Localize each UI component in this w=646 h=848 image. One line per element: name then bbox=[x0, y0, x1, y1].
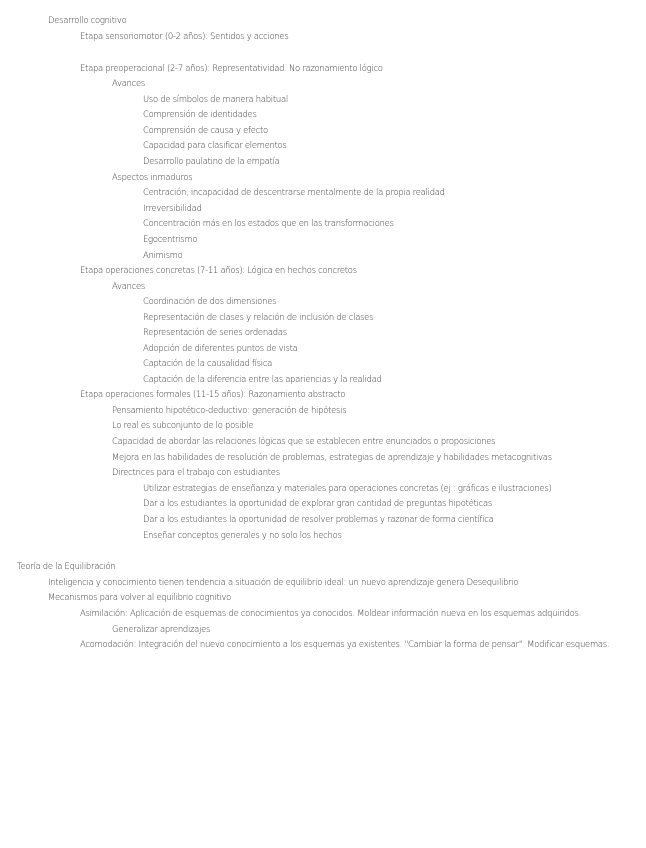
concretas-avances-label: Avances bbox=[112, 281, 146, 291]
heading-desarrollo-cognitivo: Desarrollo cognitivo bbox=[48, 15, 127, 25]
list-item: Desarrollo paulatino de la empatía bbox=[143, 156, 280, 166]
list-item: Pensamiento hipotético-deductivo: generación de hipótesis bbox=[112, 405, 347, 415]
list-item: Centración, incapacidad de descentrarse mentalmente de la propia realidad bbox=[143, 187, 445, 197]
list-item: Representación de clases y relación de inclusión de clases bbox=[143, 312, 374, 322]
list-item: Utilizar estrategias de enseñanza y materiales para operaciones concretas (ej.: gráficas e ilustraciones) bbox=[143, 483, 552, 493]
list-item: Coordinación de dos dimensiones bbox=[143, 296, 277, 306]
list-item: Comprensión de causa y efecto bbox=[143, 125, 268, 135]
list-item: Uso de símbolos de manera habitual bbox=[143, 94, 288, 104]
preop-inmaduros-label: Aspectos inmaduros bbox=[112, 172, 193, 182]
list-item: Irreversibilidad bbox=[143, 203, 202, 213]
list-item: Enseñar conceptos generales y no solo los hechos bbox=[143, 530, 342, 540]
list-item: Dar a los estudiantes la oportunidad de resolver problemas y razonar de forma científica bbox=[143, 514, 494, 524]
heading-equilibracion: Teoría de la Equilibración bbox=[17, 561, 116, 571]
list-item: Captación de la causalidad física bbox=[143, 358, 273, 368]
stage-formales: Etapa operaciones formales (11-15 años): Razonamiento abstracto bbox=[80, 389, 346, 399]
mecanismos-label: Mecanismos para volver al equilibrio cognitivo bbox=[48, 592, 232, 602]
list-item: Mejora en las habilidades de resolución de problemas, estrategias de aprendizaje y habilidades metacognitivas bbox=[112, 452, 552, 462]
preop-avances-label: Avances bbox=[112, 78, 146, 88]
list-item: Capacidad para clasificar elementos bbox=[143, 140, 287, 150]
stage-sensoriomotor: Etapa sensoriomotor (0-2 años): Sentidos y acciones bbox=[80, 31, 289, 41]
list-item: Asimilación: Aplicación de esquemas de conocimientos ya conocidos. Moldear información nueva en los esquemas adquiridos. bbox=[80, 608, 582, 618]
list-item: Dar a los estudiantes la oportunidad de explorar gran cantidad de preguntas hipotéticas bbox=[143, 498, 492, 508]
list-item: Comprensión de identidades bbox=[143, 109, 257, 119]
list-item: Captación de la diferencia entre las apariencias y la realidad bbox=[143, 374, 382, 384]
list-item: Inteligencia y conocimiento tienen tendencia a situación de equilibrio ideal: un nuevo aprendizaje genera Desequilibrio bbox=[48, 577, 519, 587]
list-item: Concentración más en los estados que en las transformaciones bbox=[143, 218, 394, 228]
list-item: Acomodación: Integración del nuevo conocimiento a los esquemas ya existentes. "Cambiar la forma de pensar". Modificar esquemas. bbox=[80, 639, 610, 649]
list-item: Representación de series ordenadas bbox=[143, 327, 287, 337]
list-item: Generalizar aprendizajes bbox=[112, 624, 211, 634]
list-item: Egocentrismo bbox=[143, 234, 198, 244]
directrices-label: Directrices para el trabajo con estudiantes bbox=[112, 467, 280, 477]
list-item: Adopción de diferentes puntos de vista bbox=[143, 343, 298, 353]
list-item: Capacidad de abordar las relaciones lógicas que se establecen entre enunciados o proposiciones bbox=[112, 436, 496, 446]
stage-concretas: Etapa operaciones concretas (7-11 años): Lógica en hechos concretos bbox=[80, 265, 357, 275]
list-item: Lo real es subconjunto de lo posible bbox=[112, 420, 254, 430]
list-item: Animismo bbox=[143, 250, 183, 260]
stage-preoperacional: Etapa preoperacional (2-7 años): Representatividad. No razonamiento lógico bbox=[80, 63, 383, 73]
